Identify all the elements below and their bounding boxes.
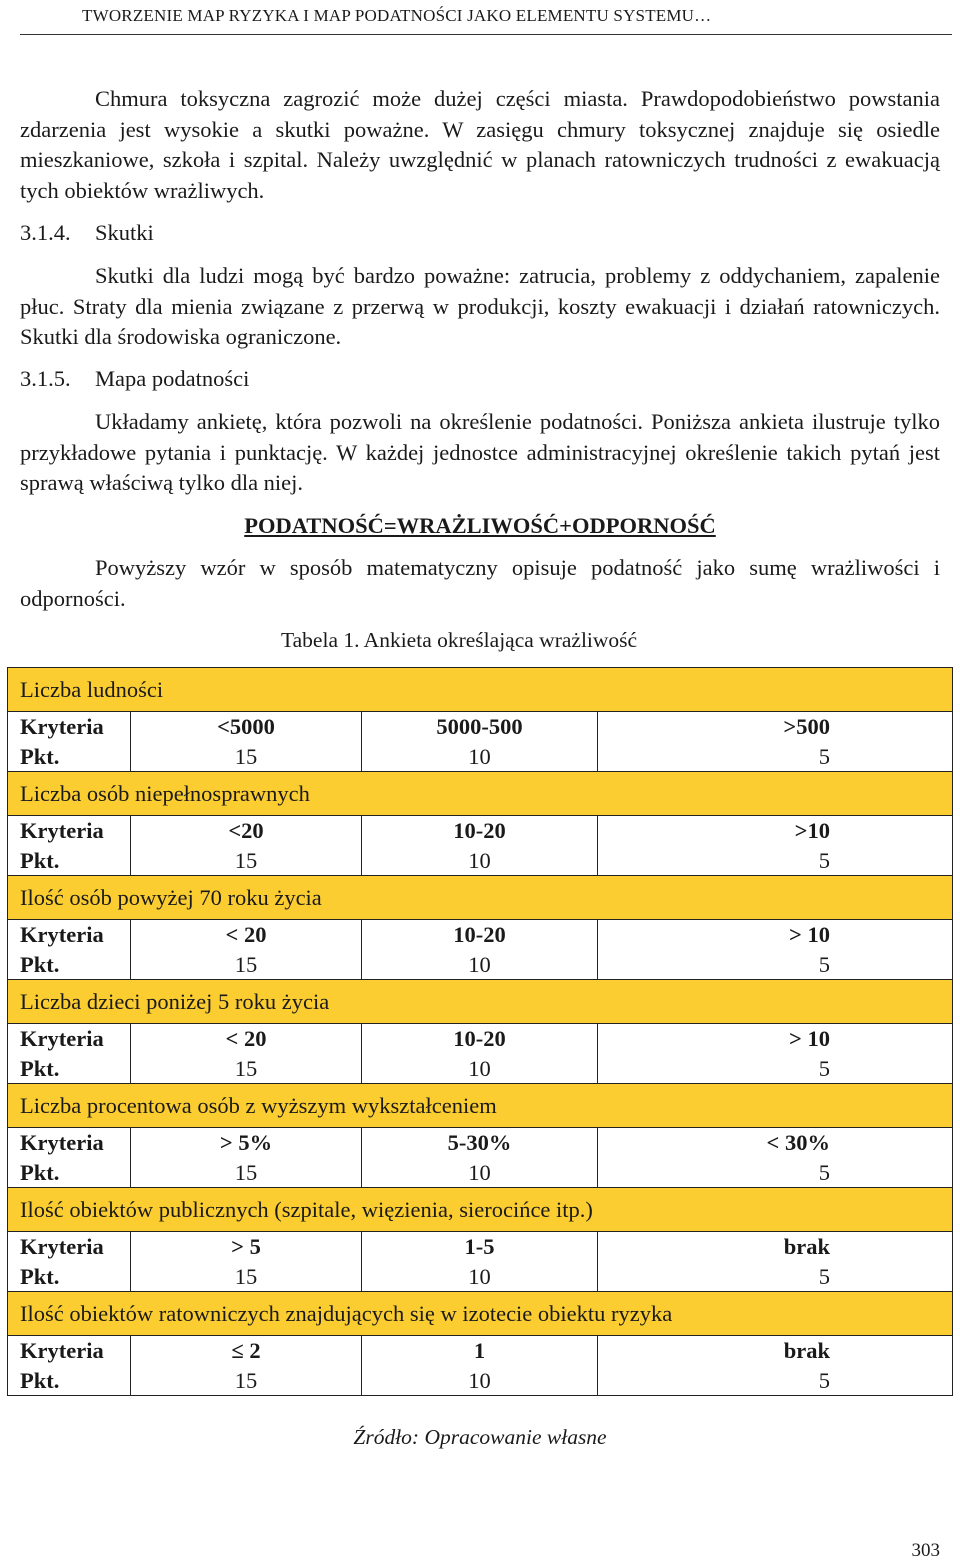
group-row <box>8 1292 953 1336</box>
points-row <box>8 1054 953 1084</box>
criteria-value: <5000 <box>131 712 362 743</box>
criteria-value: ≤ 2 <box>131 1336 362 1367</box>
points-value: 10 <box>362 846 598 876</box>
points-label: Pkt. <box>8 1366 131 1396</box>
group-title: Ilość obiektów ratowniczych znajdujących się w izotecie obiektu ryzyka <box>8 1292 953 1336</box>
criteria-value: > 5% <box>131 1128 362 1159</box>
criteria-value: 1 <box>362 1336 598 1367</box>
points-row <box>8 846 953 876</box>
points-label: Pkt. <box>8 1054 131 1084</box>
points-label: Pkt. <box>8 950 131 980</box>
criteria-value: 10-20 <box>362 920 598 951</box>
points-value: 5 <box>598 742 953 772</box>
points-row <box>8 950 953 980</box>
group-title: Liczba procentowa osób z wyższym wykształceniem <box>8 1084 953 1128</box>
criteria-value: < 20 <box>131 1024 362 1055</box>
section-number: 3.1.4. <box>20 220 71 245</box>
group-row <box>8 668 953 712</box>
points-value: 10 <box>362 1054 598 1084</box>
points-row <box>8 742 953 772</box>
points-value: 10 <box>362 1366 598 1396</box>
criteria-row <box>8 816 953 847</box>
points-value: 10 <box>362 1262 598 1292</box>
section-title: Mapa podatności <box>95 366 250 391</box>
points-value: 15 <box>131 1366 362 1396</box>
criteria-value: 10-20 <box>362 1024 598 1055</box>
points-value: 15 <box>131 950 362 980</box>
criteria-label: Kryteria <box>8 1024 131 1055</box>
criteria-label: Kryteria <box>8 1232 131 1263</box>
group-row <box>8 980 953 1024</box>
group-title: Liczba osób niepełnosprawnych <box>8 772 953 816</box>
table-caption: Tabela 1. Ankieta określająca wrażliwość <box>281 628 638 652</box>
points-label: Pkt. <box>8 1158 131 1188</box>
points-value: 5 <box>598 1158 953 1188</box>
points-value: 5 <box>598 1262 953 1292</box>
criteria-label: Kryteria <box>8 1336 131 1367</box>
intro-paragraph: Chmura toksyczna zagrozić może dużej części miasta. Prawdopodobieństwo powstania zdarzenia jest wysokie a skutki poważne. W zasięgu chmury toksycznej znajduje się osiedle mieszkaniowe, szkoła i szpital. Należy uwzględnić w planach ratowniczych trudności z ewakuacją tych obiektów wrażliwych. <box>20 86 940 203</box>
header-rule <box>20 34 952 35</box>
section-number: 3.1.5. <box>20 366 71 391</box>
points-row <box>8 1366 953 1396</box>
points-label: Pkt. <box>8 846 131 876</box>
criteria-value: > 10 <box>598 920 953 951</box>
criteria-value: brak <box>598 1336 953 1367</box>
criteria-row <box>8 1024 953 1055</box>
section-heading-3-1-5 <box>20 364 249 394</box>
points-value: 5 <box>598 1366 953 1396</box>
criteria-row <box>8 1232 953 1263</box>
criteria-label: Kryteria <box>8 816 131 847</box>
criteria-value: <20 <box>131 816 362 847</box>
points-row <box>8 1158 953 1188</box>
criteria-value: > 5 <box>131 1232 362 1263</box>
vulnerability-survey-table <box>7 667 953 1396</box>
section-heading-3-1-4 <box>20 218 154 248</box>
criteria-row <box>8 1336 953 1367</box>
points-value: 15 <box>131 1158 362 1188</box>
group-title: Ilość osób powyżej 70 roku życia <box>8 876 953 920</box>
criteria-row <box>8 920 953 951</box>
group-row <box>8 1084 953 1128</box>
points-label: Pkt. <box>8 742 131 772</box>
table-source: Źródło: Opracowanie własne <box>353 1425 607 1449</box>
criteria-label: Kryteria <box>8 920 131 951</box>
page-number: 303 <box>911 1540 940 1561</box>
group-row <box>8 772 953 816</box>
criteria-value: 5000-500 <box>362 712 598 743</box>
points-value: 10 <box>362 1158 598 1188</box>
criteria-value: 5-30% <box>362 1128 598 1159</box>
criteria-value: brak <box>598 1232 953 1263</box>
criteria-value: >500 <box>598 712 953 743</box>
criteria-label: Kryteria <box>8 1128 131 1159</box>
criteria-row <box>8 1128 953 1159</box>
criteria-value: < 30% <box>598 1128 953 1159</box>
criteria-value: 1-5 <box>362 1232 598 1263</box>
criteria-row <box>8 712 953 743</box>
section-title: Skutki <box>95 220 154 245</box>
criteria-value: > 10 <box>598 1024 953 1055</box>
points-value: 5 <box>598 1054 953 1084</box>
group-title: Liczba dzieci poniżej 5 roku życia <box>8 980 953 1024</box>
formula-explanation: Powyższy wzór w sposób matematyczny opisuje podatność jako sumę wrażliwości i odporności. <box>20 555 940 611</box>
points-value: 5 <box>598 846 953 876</box>
criteria-value: < 20 <box>131 920 362 951</box>
group-title: Liczba ludności <box>8 668 953 712</box>
section-paragraph-3-1-4: Skutki dla ludzi mogą być bardzo poważne: zatrucia, problemy z oddychaniem, zapalenie płuc. Straty dla mienia związane z przerwą w produkcji, koszty ewakuacji i działań ratowniczych. Skutki dla środowiska ograniczone. <box>20 263 940 349</box>
criteria-value: >10 <box>598 816 953 847</box>
section-paragraph-3-1-5: Układamy ankietę, która pozwoli na określenie podatności. Poniższa ankieta ilustruje tylko przykładowe pytania i punktację. W każdej jednostce administracyjnej określenie takich pytań jest sprawą właściwą tylko dla niej. <box>20 409 940 495</box>
points-value: 15 <box>131 846 362 876</box>
group-row <box>8 1188 953 1232</box>
points-value: 5 <box>598 950 953 980</box>
criteria-value: 10-20 <box>362 816 598 847</box>
points-label: Pkt. <box>8 1262 131 1292</box>
points-value: 10 <box>362 950 598 980</box>
running-header: TWORZENIE MAP RYZYKA I MAP PODATNOŚCI JAKO ELEMENTU SYSTEMU… <box>82 6 712 25</box>
points-value: 15 <box>131 1262 362 1292</box>
survey-table-body <box>8 668 953 1396</box>
points-value: 10 <box>362 742 598 772</box>
vulnerability-formula: PODATNOŚĆ=WRAŻLIWOŚĆ+ODPORNOŚĆ <box>244 513 716 538</box>
group-row <box>8 876 953 920</box>
points-value: 15 <box>131 1054 362 1084</box>
points-row <box>8 1262 953 1292</box>
points-value: 15 <box>131 742 362 772</box>
criteria-label: Kryteria <box>8 712 131 743</box>
group-title: Ilość obiektów publicznych (szpitale, więzienia, sierocińce itp.) <box>8 1188 953 1232</box>
